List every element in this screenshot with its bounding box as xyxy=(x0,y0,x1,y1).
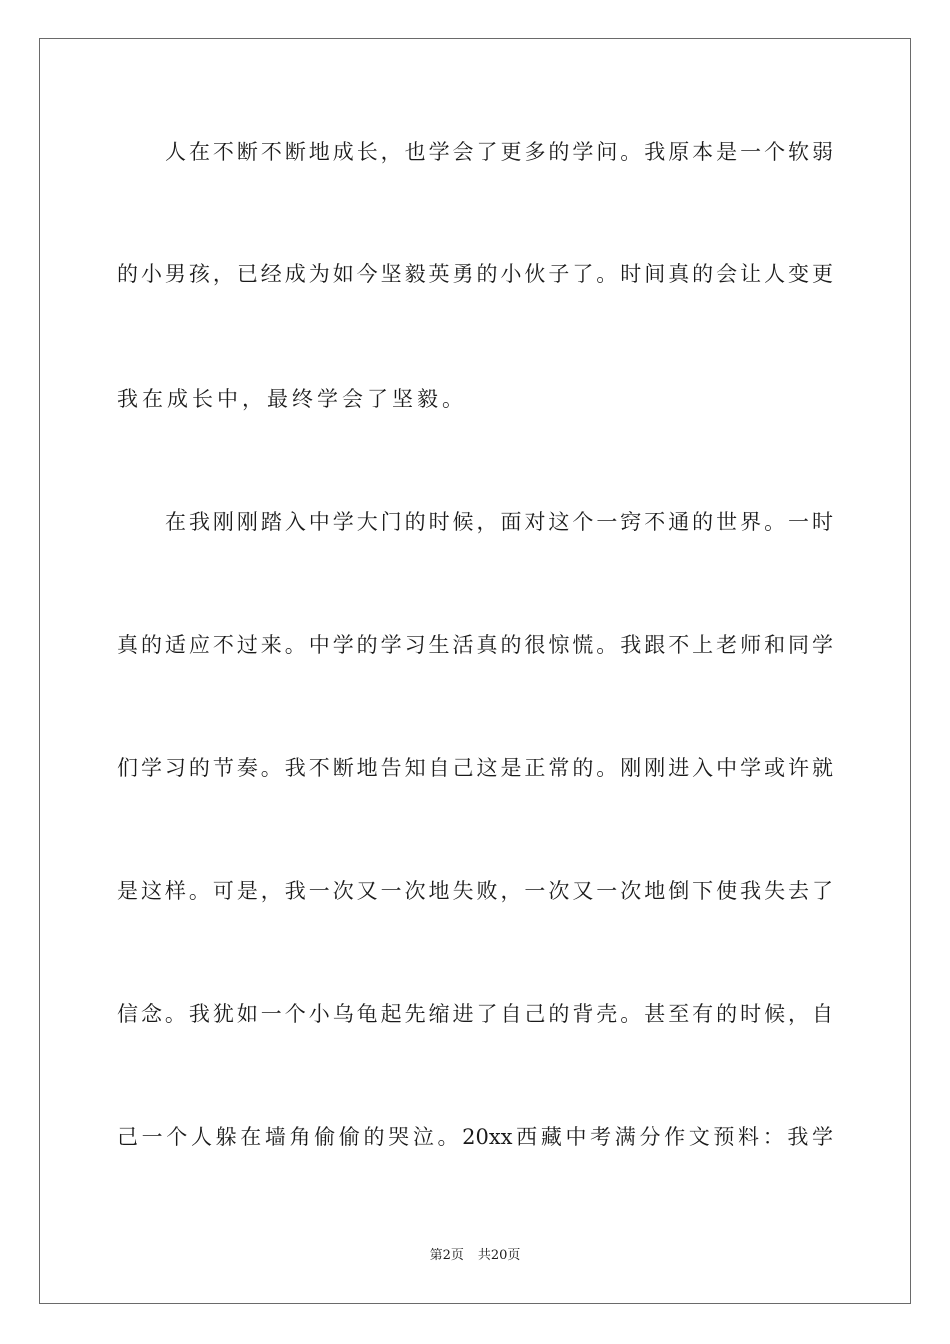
paragraph-1-line-2: 的小男孩，已经成为如今坚毅英勇的小伙子了。时间真的会让人变更 xyxy=(117,262,833,286)
total-page-count: 共20页 xyxy=(477,1248,521,1263)
paragraph-1-line-1: 人在不断不断地成长，也学会了更多的学问。我原本是一个软弱 xyxy=(165,140,833,164)
paragraph-2-line-4: 是这样。可是，我一次又一次地失败，一次又一次地倒下使我失去了 xyxy=(117,879,833,903)
paragraph-2-line-1: 在我刚刚踏入中学大门的时候，面对这个一窍不通的世界。一时 xyxy=(165,510,833,534)
paragraph-1-line-3: 我在成长中，最终学会了坚毅。 xyxy=(117,387,467,411)
paragraph-2-line-5: 信念。我犹如一个小乌龟起先缩进了自己的背壳。甚至有的时候，自 xyxy=(117,1002,833,1026)
current-page-number: 第2页 xyxy=(429,1248,464,1263)
paragraph-2-line-6: 己一个人躲在墙角偷偷的哭泣。20xx西藏中考满分作文预料：我学 xyxy=(117,1125,833,1149)
paragraph-2-line-2: 真的适应不过来。中学的学习生活真的很惊慌。我跟不上老师和同学 xyxy=(117,633,833,657)
paragraph-2-line-3: 们学习的节奏。我不断地告知自己这是正常的。刚刚进入中学或许就 xyxy=(117,756,833,780)
page-footer xyxy=(0,1247,950,1265)
page-border xyxy=(39,38,911,1304)
